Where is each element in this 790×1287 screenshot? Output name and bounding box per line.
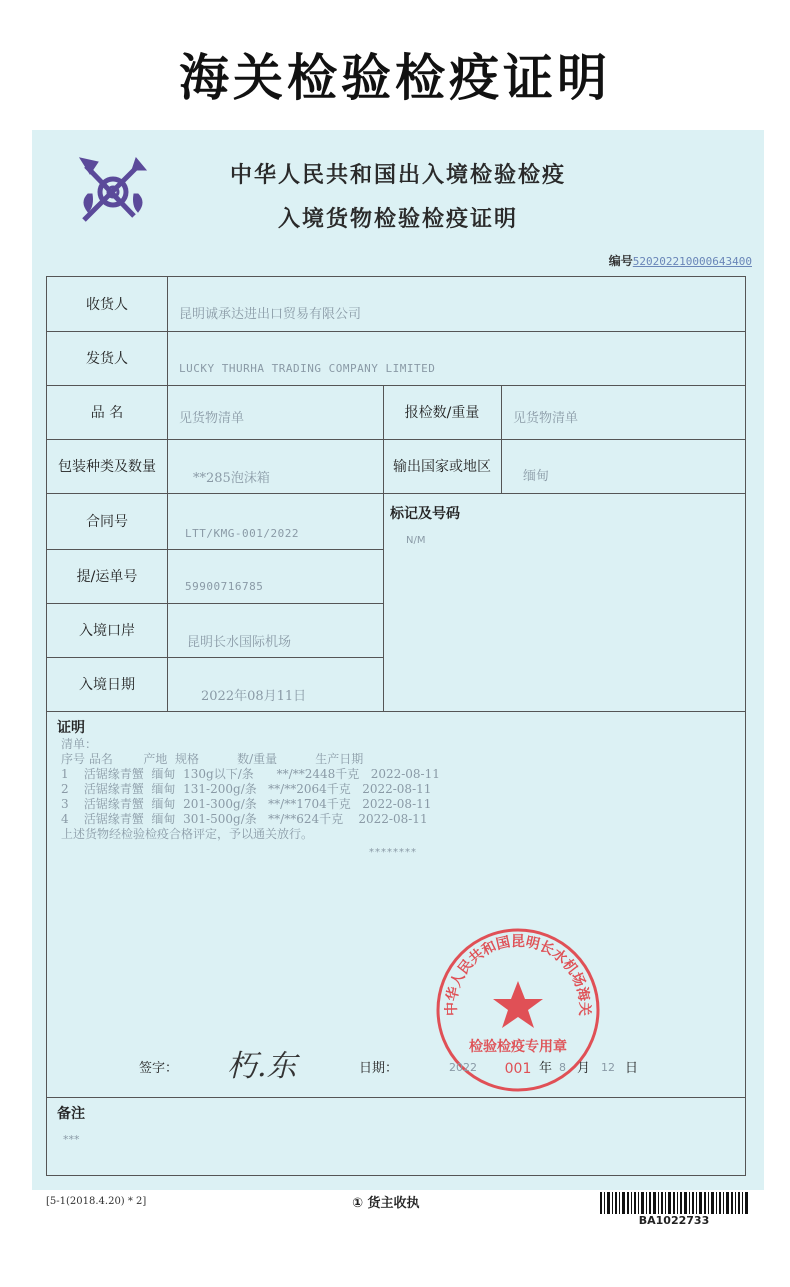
list-item: 2 活锯缘青蟹 缅甸 131-200g/条 **/**2064千克 2022-08-11 [61,782,432,796]
barcode-number: BA1022733 [638,1214,710,1227]
info-table [46,276,746,1176]
serial-number [609,252,752,269]
barcode-icon [600,1192,748,1214]
page-title: 海关检验检疫证明 [179,49,611,107]
quantity-value: 见货物清单 [513,410,579,426]
end-stars: ******** [369,847,417,858]
issuing-organization: 中华人民共和国出入境检验检疫 [229,163,566,188]
list-header: 序号 品名 产地 规格 数/重量 生产日期 [61,752,364,766]
list-item: 1 活锯缘青蟹 缅甸 130g以下/条 **/**2448千克 2022-08-11 [61,767,440,781]
product-value: 见货物清单 [179,410,245,426]
entry-date-value: 2022年08月11日 [201,688,307,704]
stamp-code: 001 [504,1061,532,1077]
year-label: 年 [539,1061,553,1076]
certificate-form [32,130,764,1190]
bill-label: 提/运单号 [76,569,138,585]
marks-label: 标记及号码 [390,506,460,522]
consignor-label: 发货人 [86,351,128,367]
remark-label: 备注 [57,1106,85,1122]
month-label: 月 [577,1061,591,1076]
entry-date-label: 入境日期 [79,677,135,693]
product-label: 品 名 [90,405,124,421]
marks-value: N/M [406,535,426,546]
stamp-inner-text: 检验检疫专用章 [469,1039,567,1055]
serial-label: 编号 [608,254,633,268]
signature-label: 签字： [139,1061,179,1076]
copy-label: ① 货主收执 [352,1196,420,1211]
list-title: 清单： [61,737,98,751]
consignee-value: 昆明诚承达进出口贸易有限公司 [179,306,362,322]
certificate-label: 证明 [57,720,85,736]
serial-value: 520202210000643400 [632,255,752,268]
packing-label: 包装种类及数量 [58,459,156,475]
handwritten-signature: 朽.东 [227,1049,297,1084]
contract-value: LTT/KMG-001/2022 [185,526,299,540]
form-code: [5-1(2018.4.20) * 2] [46,1196,147,1207]
day-label: 日 [625,1061,639,1076]
document-name: 入境货物检验检疫证明 [277,207,518,232]
quantity-label: 报检数/重量 [404,405,480,421]
stamp-ring-text: 中华人民共和国昆明长水机场海关 [443,933,593,1017]
remark-value: *** [63,1133,80,1146]
consignee-label: 收货人 [86,297,128,313]
port-label: 入境口岸 [79,623,135,639]
consignor-value: LUCKY THURHA TRADING COMPANY LIMITED [179,361,436,375]
bill-value: 59900716785 [185,579,264,593]
list-item: 3 活锯缘青蟹 缅甸 201-300g/条 **/**1704千克 2022-08-11 [61,797,432,811]
port-value: 昆明长水国际机场 [187,634,292,650]
contract-label: 合同号 [86,514,128,530]
sign-month: 8 [559,1061,566,1074]
origin-value: 缅甸 [523,468,550,484]
sign-year: 2022 [449,1061,477,1074]
origin-label: 输出国家或地区 [393,459,491,475]
certificate-body [61,737,440,842]
list-item: 4 活锯缘青蟹 缅甸 301-500g/条 **/**624千克 2022-08-11 [61,812,428,826]
packing-value: **285泡沫箱 [193,470,270,486]
conclusion: 上述货物经检验检疫合格评定，予以通关放行。 [61,827,314,841]
stamp-star-icon [493,981,543,1028]
sign-day: 12 [601,1061,615,1074]
sign-date-label: 日期： [359,1061,399,1076]
